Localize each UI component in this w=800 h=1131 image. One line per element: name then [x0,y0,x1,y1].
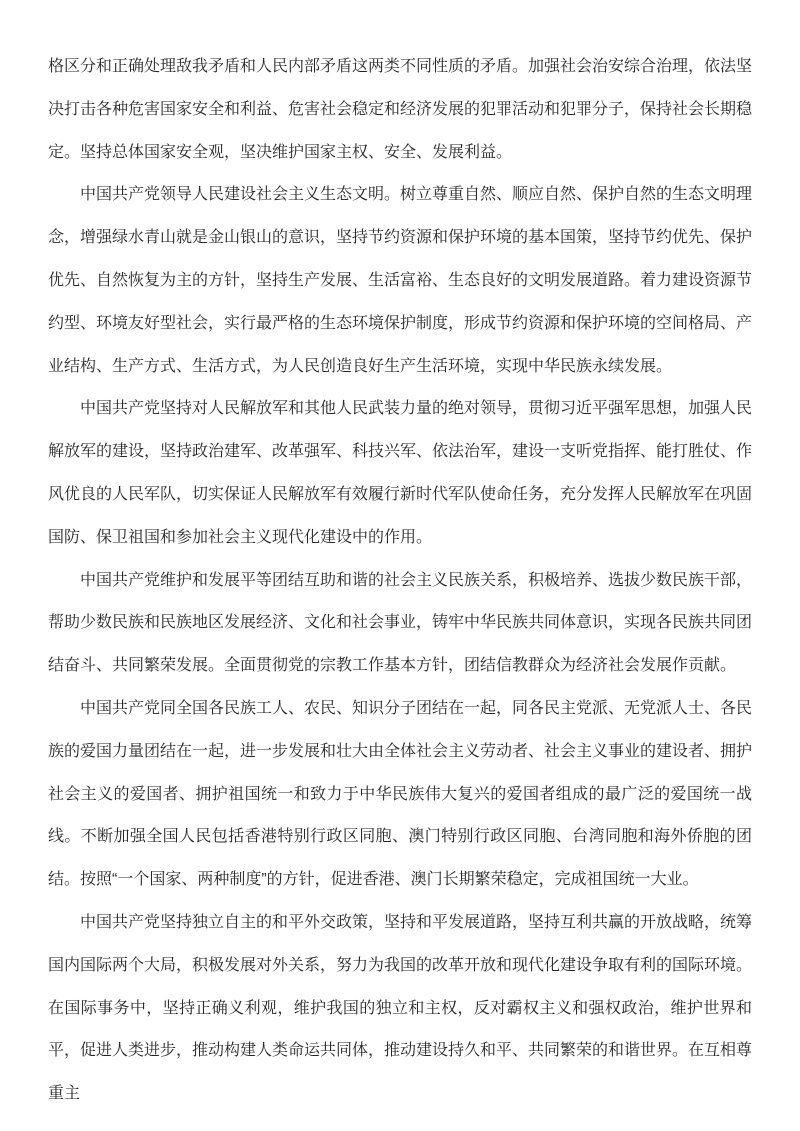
document-text-block [48,46,752,1116]
paragraph-peoples-liberation-army: 中国共产党坚持对人民解放军和其他人民武装力量的绝对领导，贯彻习近平强军思想，加强人民解放军的建设，坚持政治建军、改革强军、科技兴军、依法治军，建设一支听党指挥、能打胜仗、作风优良的人民军队，切实保证人民解放军有效履行新时代军队使命任务，充分发挥人民解放军在巩固国防、保卫祖国和参加社会主义现代化建设中的作用。 [48,400,753,546]
paragraph-ecological-civilization: 中国共产党领导人民建设社会主义生态文明。树立尊重自然、顺应自然、保护自然的生态文明理念，增强绿水青山就是金山银山的意识，坚持节约资源和保护环境的基本国策，坚持节约优先、保护优先、自然恢复为主的方针，坚持生产发展、生活富裕、生态良好的文明发展道路。着力建设资源节约型、环境友好型社会，实行最严格的生态环境保护制度，形成节约资源和保护环境的空间格局、产业结构、生产方式、生活方式，为人民创造良好生产生活环境，实现中华民族永续发展。 [48,186,753,375]
paragraph-united-front: 中国共产党同全国各民族工人、农民、知识分子团结在一起，同各民主党派、无党派人士、各民族的爱国力量团结在一起，进一步发展和壮大由全体社会主义劳动者、社会主义事业的建设者、拥护社会主义的爱国者、拥护祖国统一和致力于中华民族伟大复兴的爱国者组成的最广泛的爱国统一战线。不断加强全国人民包括香港特别行政区同胞、澳门特别行政区同胞、台湾同胞和海外侨胞的团结。按照“一个国家、两种制度”的方针，促进香港、澳门长期繁荣稳定，完成祖国统一大业。 [48,699,753,889]
paragraph-ethnic-relations: 中国共产党维护和发展平等团结互助和谐的社会主义民族关系，积极培养、选拔少数民族干部，帮助少数民族和民族地区发展经济、文化和社会事业，铸牢中华民族共同体意识，实现各民族共同团结奋斗、共同繁荣发展。全面贯彻党的宗教工作基本方针，团结信教群众为经济社会发展作贡献。 [48,571,753,675]
paragraph-foreign-policy: 中国共产党坚持独立自主的和平外交政策，坚持和平发展道路，坚持互利共赢的开放战略，统筹国内国际两个大局，积极发展对外关系，努力为我国的改革开放和现代化建设争取有利的国际环境。在国际事务中，坚持正确义利观，维护我国的独立和主权，反对霸权主义和强权政治，维护世界和平，促进人类进步，推动构建人类命运共同体，推动建设持久和平、共同繁荣的和谐世界。在互相尊重主 [48,913,753,1103]
paragraph-continuation: 格区分和正确处理敌我矛盾和人民内部矛盾这两类不同性质的矛盾。加强社会治安综合治理，依法坚决打击各种危害国家安全和利益、危害社会稳定和经济发展的犯罪活动和犯罪分子，保持社会长期稳定。坚持总体国家安全观，坚决维护国家主权、安全、发展利益。 [48,58,753,161]
